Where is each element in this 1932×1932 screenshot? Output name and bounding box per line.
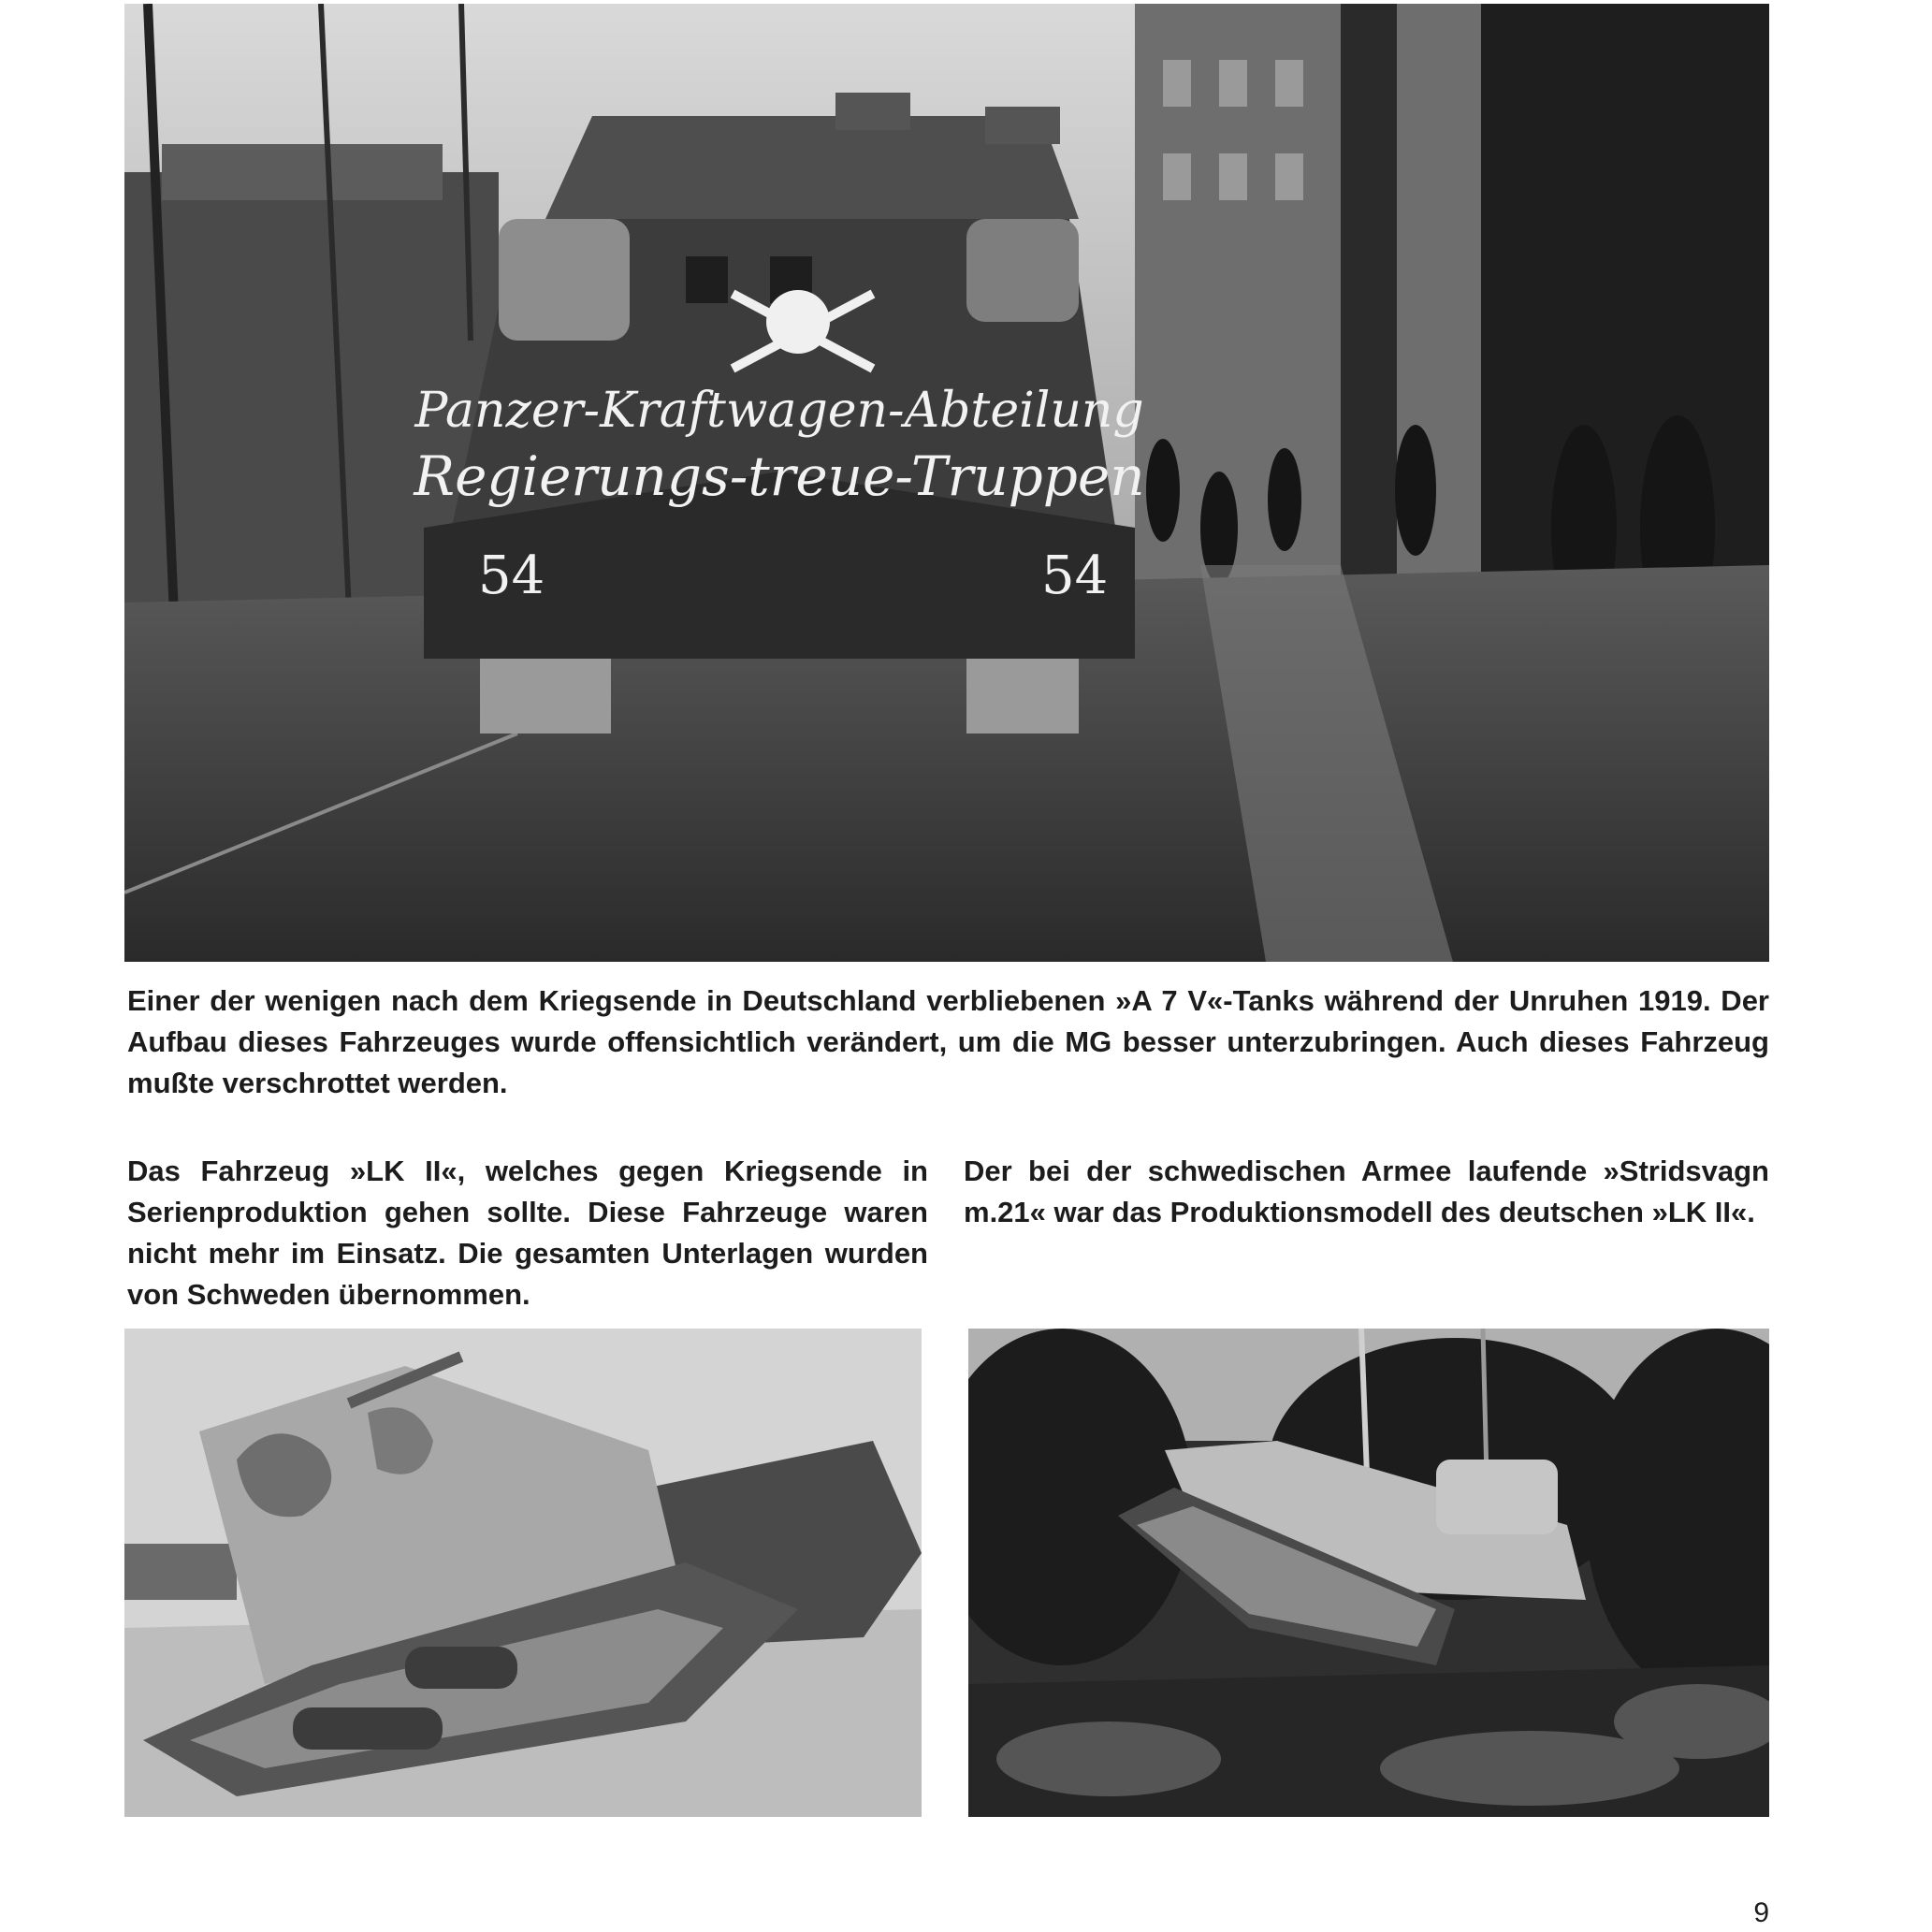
photo-stridsvagn-m21	[968, 1329, 1769, 1817]
photo-lk-ii-tank	[124, 1329, 922, 1817]
photo-a7v-tank-graphic	[124, 4, 1769, 962]
tank-number-left: 54	[478, 545, 545, 606]
caption-a7v: Einer der wenigen nach dem Kriegsende in Deutschland verbliebenen »A 7 V«-Tanks während der Unruhen 1919. Der Aufbau dieses Fahrzeuges wurde offensichtlich verändert, um die MG besser unterzubringen. Auch dieses Fahrzeug mußte verschrottet werden.	[127, 984, 1769, 1099]
photo-lk-ii-tank-graphic	[124, 1329, 922, 1817]
caption-lk-ii: Das Fahrzeug »LK II«, welches gegen Kriegsende in Serienproduktion gehen sollte. Diese Fahrzeuge waren nicht mehr im Einsatz. Die gesamten Unterlagen wurden von Schweden übernommen.	[127, 1155, 928, 1311]
tank-inscription-line2: Regierungs-treue-Truppen	[414, 444, 1145, 508]
page-number: 9	[1753, 1897, 1769, 1928]
caption-stridsvagn: Der bei der schwedischen Armee laufende »Stridsvagn m.21« war das Produktionsmodell des deutschen »LK II«.	[964, 1155, 1769, 1228]
tank-number-right: 54	[1041, 545, 1109, 606]
tank-inscription-line1: Panzer-Kraftwagen-Abteilung	[414, 383, 1144, 439]
photo-stridsvagn-m21-graphic	[968, 1329, 1769, 1817]
photo-a7v-tank	[124, 4, 1769, 962]
